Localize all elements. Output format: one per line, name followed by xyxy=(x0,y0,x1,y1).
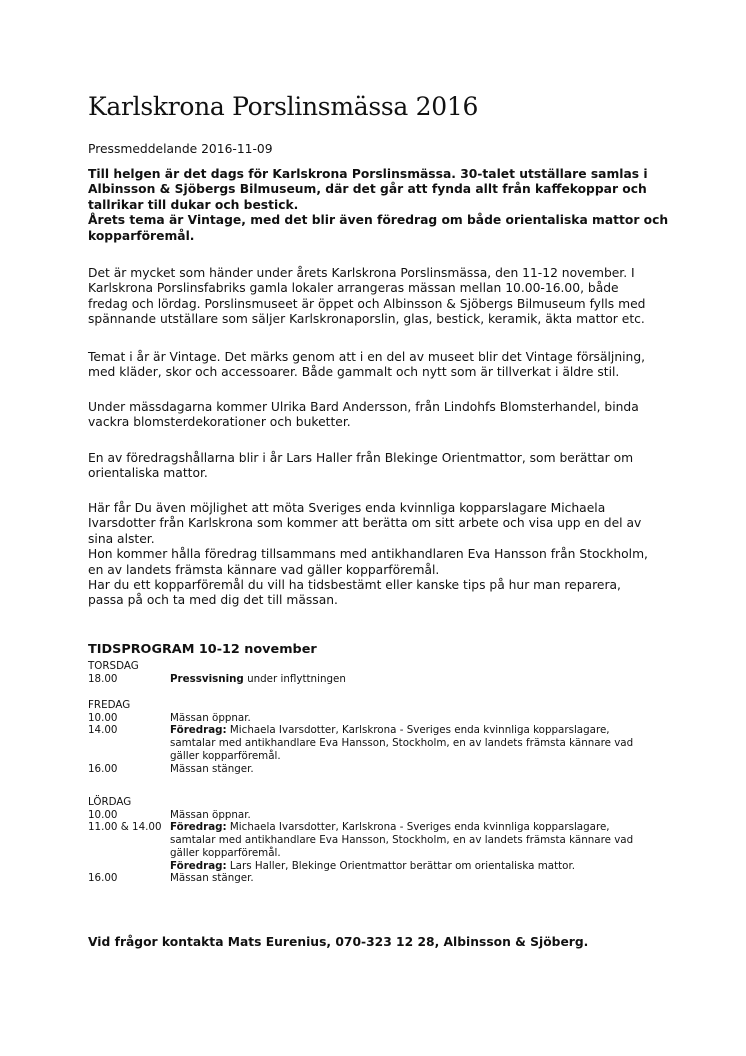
schedule-day-name: FREDAG xyxy=(88,699,131,711)
paragraph-line: med kläder, skor och accessoarer. Både gammalt och nytt som är tillverkat i äldre stil. xyxy=(88,365,620,380)
schedule-day-fredag xyxy=(88,699,688,775)
schedule-entry xyxy=(88,821,688,872)
schedule-description xyxy=(170,724,688,762)
schedule-line xyxy=(170,821,688,834)
schedule-line-text: Mässan öppnar. xyxy=(170,711,251,724)
body-paragraph xyxy=(88,451,673,482)
schedule-day-name: TORSDAG xyxy=(88,660,139,672)
schedule-description xyxy=(170,673,688,686)
paragraph-line: vackra blomsterdekorationer och buketter. xyxy=(88,415,351,430)
paragraph-line: Ivarsdotter från Karlskrona som kommer att berätta om sitt arbete och visa upp en del av xyxy=(88,516,642,531)
schedule-description xyxy=(170,712,688,725)
schedule-line xyxy=(170,724,688,737)
paragraph-line: sina alster. xyxy=(88,531,155,546)
schedule-line-text: samtalar med antikhandlare Eva Hansson, Stockholm, en av landets främsta kännare vad xyxy=(170,834,634,847)
schedule-entry xyxy=(88,809,688,822)
document-title: Karlskrona Porslinsmässa 2016 xyxy=(88,92,479,121)
schedule-time: 16.00 xyxy=(88,872,118,885)
schedule-time: 18.00 xyxy=(88,672,118,685)
schedule-time: 10.00 xyxy=(88,711,118,724)
schedule-line-text: Mässan stänger. xyxy=(170,762,254,775)
schedule-line xyxy=(170,834,688,847)
lead-line: Årets tema är Vintage, med det blir även föredrag om både orientaliska mattor och xyxy=(88,213,669,228)
paragraph-line: Under mässdagarna kommer Ulrika Bard Andersson, från Lindohfs Blomsterhandel, binda xyxy=(88,400,639,414)
paragraph-line: Har du ett kopparföremål du vill ha tidsbestämt eller kanske tips på hur man reparera, xyxy=(88,578,621,593)
schedule-line xyxy=(170,712,688,725)
schedule-time: 11.00 & 14.00 xyxy=(88,821,162,834)
schedule-line-bold: Föredrag: xyxy=(170,859,227,872)
document-subtitle: Pressmeddelande 2016-11-09 xyxy=(88,142,273,156)
schedule-entry xyxy=(88,724,688,762)
body-paragraph xyxy=(88,350,673,381)
body-paragraph xyxy=(88,501,673,609)
schedule-day-name: LÖRDAG xyxy=(88,796,132,808)
schedule-description xyxy=(170,872,688,885)
schedule-line-text: under inflyttningen xyxy=(243,672,346,685)
schedule-line-bold: Pressvisning xyxy=(170,672,244,685)
paragraph-line: Karlskrona Porslinsfabriks gamla lokaler arrangeras mässan mellan 10.00-16.00, både xyxy=(88,281,619,296)
schedule-line-text: Lars Haller, Blekinge Orientmattor berättar om orientaliska mattor. xyxy=(226,859,576,872)
paragraph-line: Hon kommer hålla föredrag tillsammans med antikhandlaren Eva Hansson från Stockholm, xyxy=(88,547,648,562)
paragraph-line: En av föredragshållarna blir i år Lars Haller från Blekinge Orientmattor, som berättar om xyxy=(88,451,634,465)
paragraph-line: Det är mycket som händer under årets Karlskrona Porslinsmässa, den 11-12 november. I xyxy=(88,266,635,280)
schedule-entry xyxy=(88,763,688,776)
schedule-heading: TIDSPROGRAM 10-12 november xyxy=(88,642,317,657)
schedule-time: 16.00 xyxy=(88,762,118,775)
lead-line: Till helgen är det dags för Karlskrona Porslinsmässa. 30-talet utställare samlas i xyxy=(88,167,648,181)
schedule-line xyxy=(170,673,688,686)
schedule-line xyxy=(170,750,688,763)
schedule-line xyxy=(170,763,688,776)
paragraph-line: orientaliska mattor. xyxy=(88,466,208,481)
schedule-line-bold: Föredrag: xyxy=(170,821,227,834)
paragraph-line: Temat i år är Vintage. Det märks genom att i en del av museet blir det Vintage försäljning, xyxy=(88,350,646,364)
body-paragraph xyxy=(88,266,673,328)
lead-line: kopparföremål. xyxy=(88,228,195,243)
paragraph-line: fredag och lördag. Porslinsmuseet är öppet och Albinsson & Sjöbergs Bilmuseum fylls med xyxy=(88,296,646,311)
body-paragraph xyxy=(88,400,673,431)
schedule-entry xyxy=(88,673,688,686)
schedule-description xyxy=(170,821,688,872)
paragraph-line: passa på och ta med dig det till mässan. xyxy=(88,593,338,608)
schedule-line-text: gäller kopparföremål. xyxy=(170,846,281,859)
schedule-line xyxy=(170,847,688,860)
schedule-line-text: Mässan stänger. xyxy=(170,872,254,885)
schedule-line-text: Michaela Ivarsdotter, Karlskrona - Sveriges enda kvinnliga kopparslagare, xyxy=(226,724,610,737)
lead-line: Albinsson & Sjöbergs Bilmuseum, där det går att fynda allt från kaffekoppar och xyxy=(88,182,647,197)
schedule-day-lordag xyxy=(88,796,688,885)
contact-info: Vid frågor kontakta Mats Eurenius, 070-323 12 28, Albinsson & Sjöberg. xyxy=(88,935,589,949)
schedule-line-text: Michaela Ivarsdotter, Karlskrona - Sveriges enda kvinnliga kopparslagare, xyxy=(226,821,610,834)
paragraph-line: Här får Du även möjlighet att möta Sveriges enda kvinnliga kopparslagare Michaela xyxy=(88,501,606,515)
schedule-time: 14.00 xyxy=(88,724,118,737)
schedule-line-bold: Föredrag: xyxy=(170,724,227,737)
schedule-time: 10.00 xyxy=(88,808,118,821)
schedule-description xyxy=(170,809,688,822)
schedule-line-text: samtalar med antikhandlare Eva Hansson, Stockholm, en av landets främsta kännare vad xyxy=(170,737,634,750)
schedule-line-text: Mässan öppnar. xyxy=(170,808,251,821)
paragraph-line: spännande utställare som säljer Karlskronaporslin, glas, bestick, keramik, äkta mattor etc. xyxy=(88,312,645,327)
schedule-entry xyxy=(88,712,688,725)
schedule-description xyxy=(170,763,688,776)
lead-line: tallrikar till dukar och bestick. xyxy=(88,197,299,212)
schedule-line xyxy=(170,809,688,822)
schedule-day-torsdag xyxy=(88,660,688,685)
schedule-line xyxy=(170,737,688,750)
schedule-line-text: gäller kopparföremål. xyxy=(170,749,281,762)
paragraph-line: en av landets främsta kännare vad gäller kopparföremål. xyxy=(88,562,440,577)
schedule-line xyxy=(170,872,688,885)
lead-paragraph xyxy=(88,167,673,244)
schedule-line xyxy=(170,860,688,873)
schedule-entry xyxy=(88,872,688,885)
